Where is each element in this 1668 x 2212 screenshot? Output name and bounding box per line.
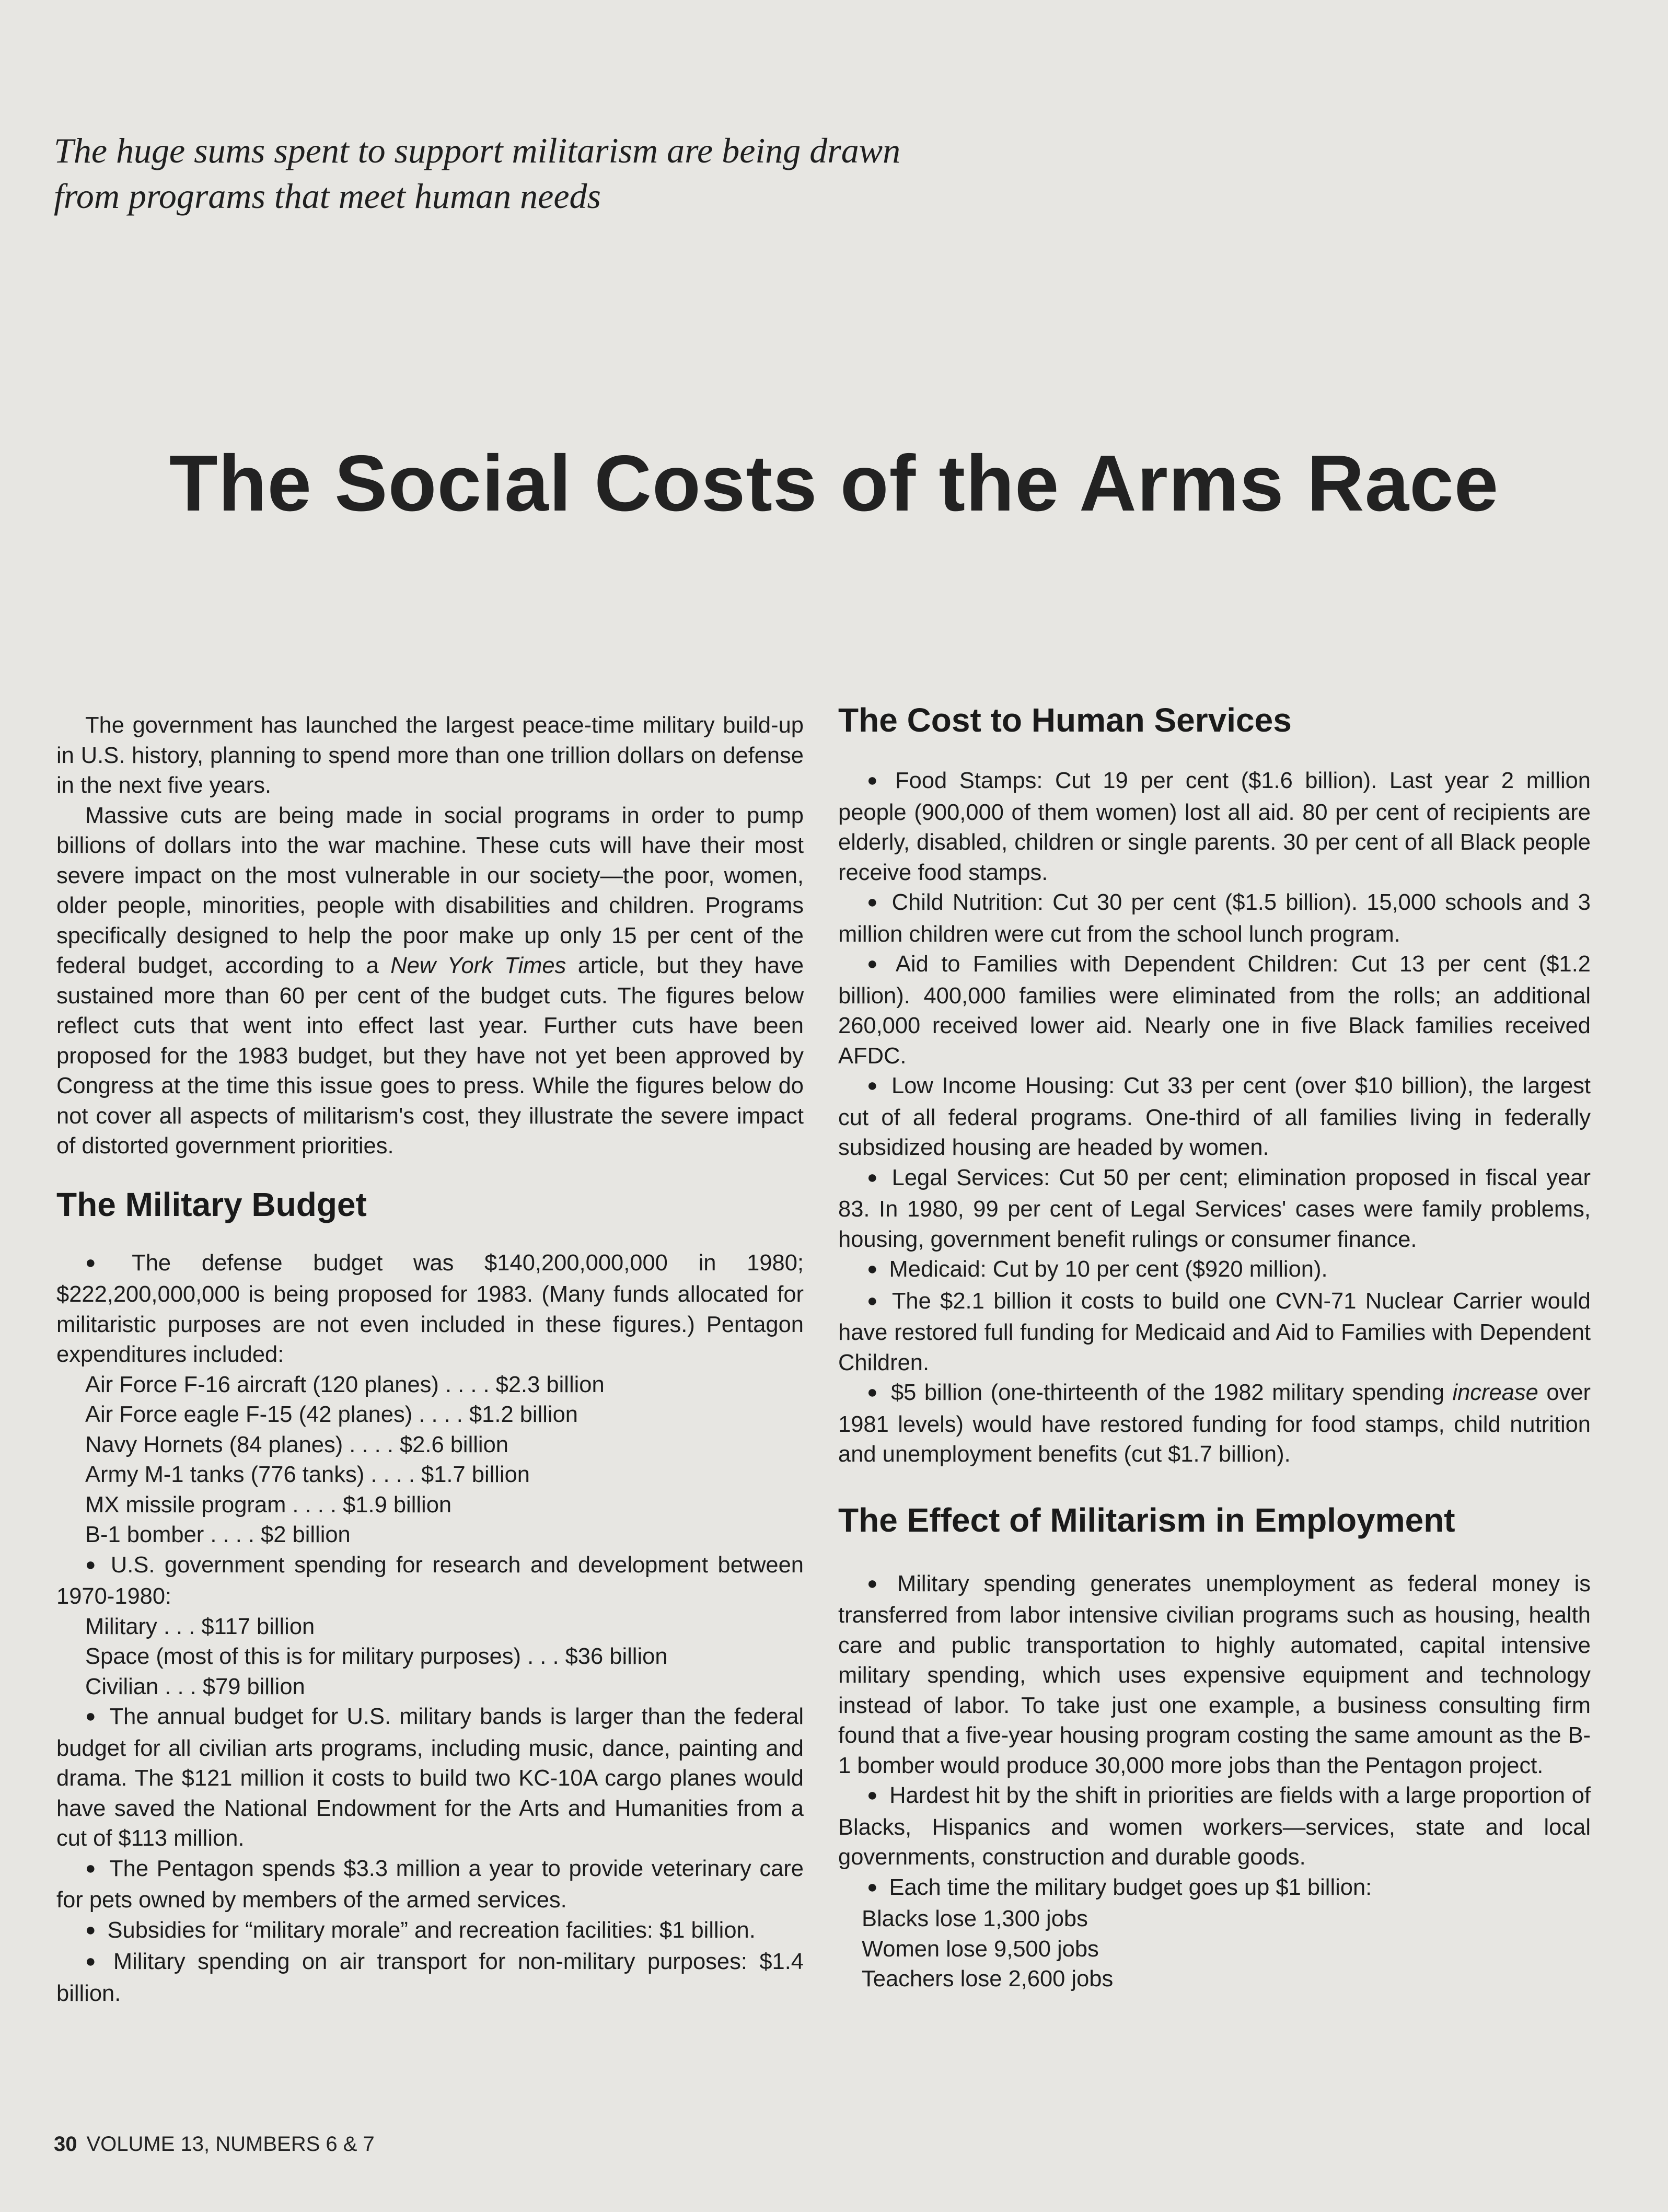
military-bullet-2: ● U.S. government spending for research and development between 1970-1980: <box>56 1550 804 1612</box>
rd-spending-list <box>56 1612 804 1703</box>
intro-p2-end: article, but they have sustained more than 60 per cent of the budget cuts. The figures below reflect cuts that went into effect last year. Further cuts have been proposed for the 1983 budget, but they have not yet been approved by Congress at the time this issue goes to press. While the figures below do not cover all aspects of militarism's cost, they illustrate the severe impact of distorted government priorities. <box>56 953 804 1159</box>
military-bullet-4: ● The Pentagon spends $3.3 million a year to provide veterinary care for pets owned by members of the armed services. <box>56 1854 804 1916</box>
right-column <box>838 700 1591 1995</box>
services-bullet-3: ● Aid to Families with Dependent Children: Cut 13 per cent ($1.2 billion). 400,000 families were eliminated from the rolls; an additional 260,000 received lower aid. Nearly one in five Black families received AFDC. <box>838 949 1591 1071</box>
military-bullet-6: ● Military spending on air transport for non-military purposes: $1.4 billion. <box>56 1947 804 2009</box>
military-bullet-5: ● Subsidies for “military morale” and recreation facilities: $1 billion. <box>56 1916 804 1948</box>
services-bullet-7: ● The $2.1 billion it costs to build one CVN-71 Nuclear Carrier would have restored full funding for Medicaid and Aid to Families with Dependent Children. <box>838 1287 1591 1379</box>
military-budget-heading: The Military Budget <box>56 1185 367 1223</box>
services-bullet-1: ● Food Stamps: Cut 19 per cent ($1.6 billion). Last year 2 million people (900,000 of them women) lost all aid. 80 per cent of recipients are elderly, disabled, children or single parents. 30 per cent of all Black people receive food stamps. <box>838 766 1591 888</box>
employment-bullet-1: ● Military spending generates unemployment as federal money is transferred from labor intensive civilian programs such as housing, health care and public transportation to highly automated, capital intensive military spending, which uses expensive equipment and technology instead of labor. To take just one example, a business consulting firm found that a five-year housing program costing the same amount as the B-1 bomber would produce 30,000 more jobs than the Pentagon project. <box>838 1569 1591 1781</box>
military-bullet-3: ● The annual budget for U.S. military bands is larger than the federal budget for all civilian arts programs, including music, dance, painting and drama. The $121 million it costs to build two KC-10A cargo planes would have saved the National Endowment for the Arts and Humanities from a cut of $113 million. <box>56 1702 804 1854</box>
rd-item: Civilian . . . $79 billion <box>85 1674 305 1699</box>
expenditure-item: Navy Hornets (84 planes) . . . . $2.6 billion <box>85 1432 508 1457</box>
expenditure-item: Army M-1 tanks (776 tanks) . . . . $1.7 billion <box>85 1462 530 1487</box>
volume-info: VOLUME 13, NUMBERS 6 & 7 <box>86 2133 375 2156</box>
expenditure-item: B-1 bomber . . . . $2 billion <box>85 1522 351 1547</box>
page-title: The Social Costs of the Arms Race <box>169 439 1499 528</box>
rd-item: Space (most of this is for military purposes) . . . $36 billion <box>85 1644 668 1669</box>
rd-item: Military . . . $117 billion <box>85 1614 315 1639</box>
page-footer <box>54 2131 375 2157</box>
services-b8-emphasis: increase <box>1452 1380 1538 1405</box>
left-column <box>56 711 804 2009</box>
subtitle-line-1: The huge sums spent to support militarism are being drawn <box>54 131 901 170</box>
services-b8-start: $5 billion (one-thirteenth of the 1982 military spending <box>890 1380 1453 1405</box>
human-services-heading: The Cost to Human Services <box>838 701 1292 739</box>
services-bullet-4: ● Low Income Housing: Cut 33 per cent (over $10 billion), the largest cut of all federal programs. One-third of all families living in federally subsidized housing are headed by women. <box>838 1071 1591 1163</box>
employment-heading: The Effect of Militarism in Employment <box>838 1501 1455 1539</box>
services-bullet-2: ● Child Nutrition: Cut 30 per cent ($1.5 billion). 15,000 schools and 3 million children were cut from the school lunch program. <box>838 888 1591 949</box>
subtitle-line-2: from programs that meet human needs <box>54 176 601 216</box>
jobs-lost-list <box>838 1904 1591 1995</box>
intro-paragraph-2 <box>56 801 804 1162</box>
intro-p2-start: Massive cuts are being made in social programs in order to pump billions of dollars into the war machine. These cuts will have their most severe impact on the most vulnerable in our society—the poor, women, older people, minorities, people with disabilities and children. Programs specifically designed to help the poor make up only 15 per cent of the federal budget, according to a <box>56 803 804 978</box>
services-bullet-8 <box>838 1378 1591 1470</box>
expenditure-item: Air Force F-16 aircraft (120 planes) . . . . $2.3 billion <box>85 1372 605 1397</box>
military-bullet-1: ● The defense budget was $140,200,000,000 in 1980; $222,200,000,000 is being proposed for 1983. (Many funds allocated for militaristic purposes are not even included in these figures.) Pentagon expenditures included: <box>56 1248 804 1370</box>
services-b8-end: over 1981 levels) would have restored funding for food stamps, child nutrition and unemployment benefits (cut $1.7 billion). <box>838 1380 1591 1467</box>
expenditure-item: MX missile program . . . . $1.9 billion <box>85 1492 452 1518</box>
employment-bullet-2: ● Hardest hit by the shift in priorities are fields with a large proportion of Blacks, Hispanics and women workers—services, state and local governments, construction and durable goods. <box>838 1781 1591 1873</box>
jobs-lost-item: Teachers lose 2,600 jobs <box>862 1966 1114 1991</box>
intro-paragraph-1: The government has launched the largest peace-time military build-up in U.S. history, planning to spend more than one trillion dollars on defense in the next five years. <box>56 713 804 798</box>
employment-bullet-3: ● Each time the military budget goes up $1 billion: <box>838 1873 1591 1905</box>
intro-p2-publication: New York Times <box>390 953 566 978</box>
pentagon-expenditure-list <box>56 1370 804 1550</box>
page-number: 30 <box>54 2133 77 2156</box>
jobs-lost-item: Blacks lose 1,300 jobs <box>862 1906 1088 1931</box>
expenditure-item: Air Force eagle F-15 (42 planes) . . . . $1.2 billion <box>85 1402 578 1427</box>
subtitle <box>54 128 1099 219</box>
services-bullet-5: ● Legal Services: Cut 50 per cent; elimination proposed in fiscal year 83. In 1980, 99 per cent of Legal Services' cases were family problems, housing, government benefit rulings or consumer finance. <box>838 1163 1591 1255</box>
jobs-lost-item: Women lose 9,500 jobs <box>862 1936 1099 1962</box>
services-bullet-6: ● Medicaid: Cut by 10 per cent ($920 million). <box>838 1255 1591 1287</box>
bleed-through-right <box>1218 115 1594 716</box>
